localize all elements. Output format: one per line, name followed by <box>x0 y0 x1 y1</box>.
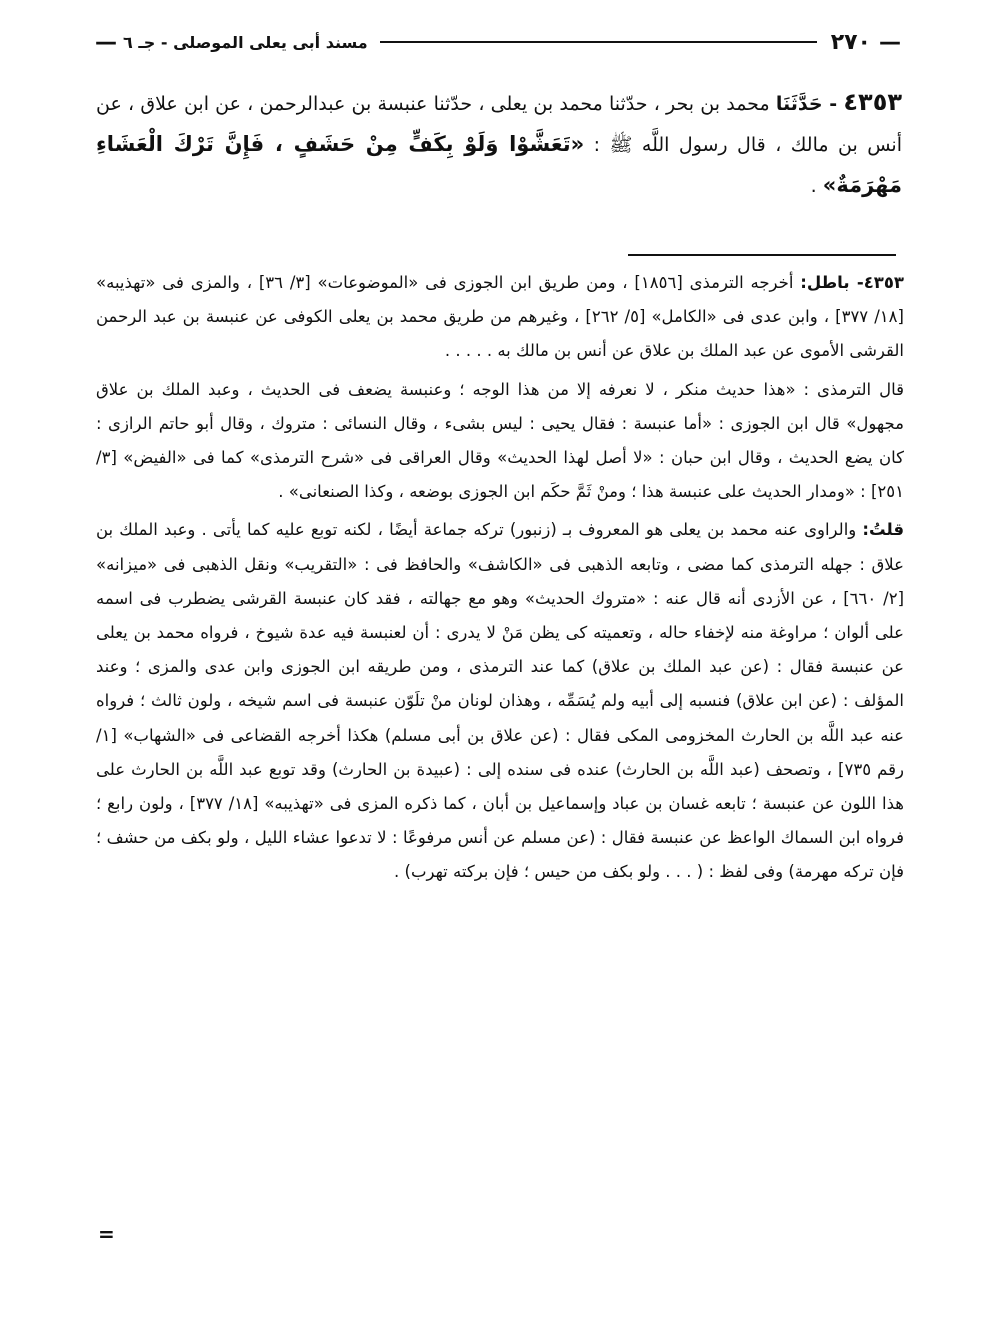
tirmidhi-paragraph: قال الترمذى : «هذا حديث منكر ، لا نعرفه إلا من هذا الوجه ؛ وعنبسة يضعف فى الحديث ، وعبد الملك بن علاق مجهول» قال ابن الجوزى : «أما عنبسة : فقال يحيى : ليس بشىء ، وقال النسائى : متروك ، وقال أبو حاتم الرازى : كان يضع الحديث ، وقال ابن حبان : «لا أصل لهذا الحديث» وقال العراقى فى «شرح الترمذى» كما فى «الفيض» [٣/ ٢٥١] : «ومدار الحديث على عنبسة هذا ؛ ومنْ ثَمَّ حكَم ابن الجوزى بوضعه ، وكذا الصنعانى» . <box>96 379 904 502</box>
qultu-paragraph <box>96 513 904 889</box>
hadith-matn: «تَعَشَّوْا وَلَوْ بِكَفٍّ مِنْ حَشَفٍ ، فَإِنَّ تَرْكَ الْعَشَاءِ مَهْرَمَةٌ» <box>96 132 902 197</box>
qultu-label: قلتُ: <box>862 520 904 540</box>
takhrij-heading: ٤٣٥٣- باطل: <box>800 273 904 292</box>
continuation-mark: = <box>98 1222 115 1246</box>
hadith-number: ٤٣٥٣ <box>843 88 902 116</box>
hadith-text <box>96 82 902 206</box>
hadith-end: . <box>810 175 817 197</box>
page-number: ٢٧٠ <box>830 29 871 55</box>
takhrij-paragraph <box>96 266 904 369</box>
hadith-isnad: محمد بن بحر ، حدّثنا محمد بن يعلى ، حدّثنا عنبسة بن عبدالرحمن ، عن ابن علاق ، عن أنس بن مالك ، قال رسول اللَّه ﷺ : <box>96 93 903 156</box>
running-title: مسند أبى يعلى الموصلى - جـ ٦ <box>123 32 368 52</box>
header-trail-dash: — <box>95 29 117 55</box>
running-header <box>95 26 901 58</box>
header-dash: — <box>879 29 901 55</box>
takhrij-text: أخرجه الترمذى [١٨٥٦] ، ومن طريق ابن الجوزى فى «الموضوعات» [٣/ ٣٦] ، والمزى فى «تهذيبه» [١٨/ ٣٧٧] ، وابن عدى فى «الكامل» [٥/ ٢٦٢] ، وغيرهم من طريق محمد بن يعلى الكوفى عن عنبسة بن عبد الرحمن القرشى الأموى عن عبد الملك بن علاق عن أنس بن مالك به . . . . . <box>96 273 904 361</box>
qultu-text: والراوى عنه محمد بن يعلى هو المعروف بـ (زنبور) تركه جماعة أيضًا ، لكنه توبع عليه كما يأتى . وعبد الملك بن علاق : جهله الترمذى كما مضى ، وتابعه الذهبى فى «الكاشف» والحافظ فى : «التقريب» ونقل الذهبى فى «ميزانه» [٢/ ٦٦٠] ، عن الأزدى أنه قال عنه : «متروك الحديث» وهو مع جهالته ، فقد كان عنبسة القرشى يضطرب فى اسمه على ألوان ؛ مراوغة منه لإخفاء حاله ، وتعميته كى يظن مَنْ لا يدرى : أن لعنبسة فيه عدة شيوخ ، فرواه محمد بن يعلى عن عنبسة فقال : (عن عبد الملك بن علاق) كما عند الترمذى ، ومن طريقه ابن الجوزى وابن عدى والمزى ؛ وعند المؤلف : (عن ابن علاق) فنسبه إلى أبيه ولم يُسَمِّه ، وهذان لونان منْ تلَوّن عنبسة فى اسم شيخه ، ولون ثالث ؛ فرواه عنه عبد اللَّه بن الحارث المخزومى المكى فقال : (عن علاق بن أبى مسلم) هكذا أخرجه القضاعى فى «الشهاب» [١/ رقم ٧٣٥] ، وتصحف (عبد اللَّه بن الحارث) عنده فى سنده إلى : (عبيدة بن الحارث) وقد توبع عبد اللَّه بن الحارث على هذا اللون عن عنبسة ؛ تابعه غسان بن عباد وإسماعيل بن أبان ، كما ذكره المزى فى «تهذيبه» [١٨/ ٣٧٧] ، ولون رابع ؛ فرواه ابن السماك الواعظ عن عنبسة فقال : (عن مسلم عن أنس مرفوعًا : لا تدعوا عشاء الليل ، ولو بكف من حشف ؛ فإن تركه مهرمة) وفى لفظ : ( . . . ولو بكف من حيس ؛ فإن بركته تهرب) . <box>96 520 904 882</box>
footnotes <box>96 266 904 890</box>
header-rule <box>380 41 817 43</box>
footnote-separator <box>628 254 896 256</box>
hadith-lead: - حَدَّثَنَا <box>775 93 838 115</box>
